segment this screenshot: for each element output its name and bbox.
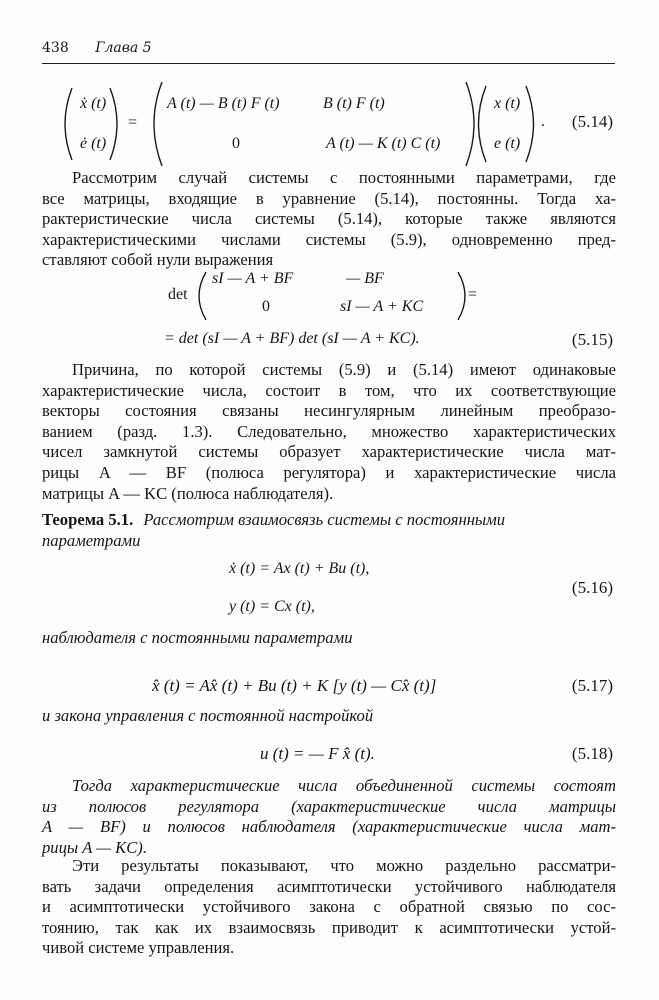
paragraph-line: Эти результаты показывают, что можно раздельно рассматри- bbox=[72, 856, 616, 875]
paragraph-line: чисел замкнутой системы образует характеристические числа мат- bbox=[42, 442, 616, 462]
paragraph-line: и асимптотически устойчивого закона с обратной связью по сос- bbox=[42, 897, 616, 917]
eq517-text: x̂ (t) = Ax̂ (t) + Bu (t) + K [y (t) — Cx̂ (t)] bbox=[152, 676, 437, 695]
equation-number-5-14: (5.14) bbox=[571, 112, 613, 131]
paragraph-line: вать задачи определения асимптотически устойчивого наблюдателя bbox=[42, 876, 616, 896]
paragraph-line: A — BF) и полюсов наблюдателя (характеристические числа мат- bbox=[42, 817, 616, 837]
equation-number-5-17: (5.17) bbox=[571, 676, 613, 695]
paragraph-line: матрицы A — KC (полюса наблюдателя). bbox=[42, 483, 334, 503]
paragraph-3 bbox=[42, 776, 616, 858]
chapter-title: Глава 5 bbox=[95, 40, 152, 56]
paragraph-4 bbox=[42, 856, 616, 959]
eq516-line1: ẋ (t) = Ax (t) + Bu (t), bbox=[229, 560, 370, 577]
paragraph-line: из полюсов регулятора (характеристические числа матрицы bbox=[42, 796, 616, 816]
eq514-rhs-bottom: e (t) bbox=[494, 135, 521, 152]
paragraph-line: все матрицы, входящие в уравнение (5.14), постоянны. Тогда ха- bbox=[42, 188, 616, 208]
eq514-lhs-bottom: ė (t) bbox=[80, 135, 107, 152]
equation-number-5-16: (5.16) bbox=[571, 578, 613, 597]
eq515-m11: sI — A + BF bbox=[212, 270, 294, 287]
paragraph-line: рицы A — KC). bbox=[42, 837, 147, 857]
equation-number-5-18: (5.18) bbox=[571, 744, 613, 763]
paragraph-line: Причина, по которой системы (5.9) и (5.14) имеют одинаковые bbox=[72, 360, 616, 379]
paragraph-line: Рассмотрим случай системы с постоянными параметрами, где bbox=[72, 168, 616, 187]
control-law-caption: и закона управления с постоянной настройкой bbox=[42, 706, 374, 725]
eq514-m11: A (t) — B (t) F (t) bbox=[167, 95, 280, 112]
eq514-period: . bbox=[541, 113, 545, 130]
eq515-m21: 0 bbox=[262, 298, 270, 315]
eq515-tail: = bbox=[468, 286, 478, 303]
eq515-m12: — BF bbox=[346, 270, 384, 287]
paragraph-line: характеристическими числами системы (5.9), одновременно пред- bbox=[42, 229, 616, 249]
observer-caption: наблюдателя с постоянными параметрами bbox=[42, 628, 353, 647]
paragraph-line: векторы состояния связаны несингулярным линейным преобразо- bbox=[42, 401, 616, 421]
eq515-line2: = det (sI — A + BF) det (sI — A + KC). bbox=[164, 330, 420, 347]
theorem-label: Теорема 5.1. bbox=[42, 510, 134, 529]
eq516-line2: y (t) = Cx (t), bbox=[229, 598, 315, 615]
theorem-text: Рассмотрим взаимосвязь системы с постоянными bbox=[143, 510, 506, 529]
eq514-m12: B (t) F (t) bbox=[323, 95, 385, 112]
paragraph-line: характеристические числа, состоит в том, что их соответствующие bbox=[42, 380, 616, 400]
theorem-text: параметрами bbox=[42, 530, 141, 550]
paragraph-line: тоянию, так как их взаимосвязь приводит к асимптотически устой- bbox=[42, 917, 616, 937]
eq515-det: det bbox=[168, 286, 188, 303]
theorem-5-1 bbox=[42, 510, 616, 551]
eq514-m21: 0 bbox=[232, 135, 240, 152]
eq514-equals: = bbox=[128, 114, 138, 131]
paragraph-line: ставляют собой нули выражения bbox=[42, 250, 274, 270]
eq515-m22: sI — A + KC bbox=[340, 298, 424, 315]
eq514-rhs-top: x (t) bbox=[494, 95, 521, 112]
paragraph-line: рактеристические числа системы (5.14), которые также являются bbox=[42, 209, 616, 229]
paragraph-line: чивой системе управления. bbox=[42, 938, 235, 958]
paragraph-line: рицы A — BF (полюса регулятора) и характеристические числа bbox=[42, 462, 616, 482]
eq514-lhs-top: ẋ (t) bbox=[80, 95, 107, 112]
paragraph-line: ванием (разд. 1.3). Следовательно, множество характеристических bbox=[42, 421, 616, 441]
paragraph-2 bbox=[42, 360, 616, 504]
eq518-text: u (t) = — F x̂ (t). bbox=[260, 744, 375, 763]
eq514-m22: A (t) — K (t) C (t) bbox=[326, 135, 441, 152]
equation-number-5-15: (5.15) bbox=[571, 330, 613, 349]
page-number: 438 bbox=[42, 40, 69, 56]
paragraph-line: Тогда характеристические числа объединенной системы состоят bbox=[72, 776, 616, 795]
